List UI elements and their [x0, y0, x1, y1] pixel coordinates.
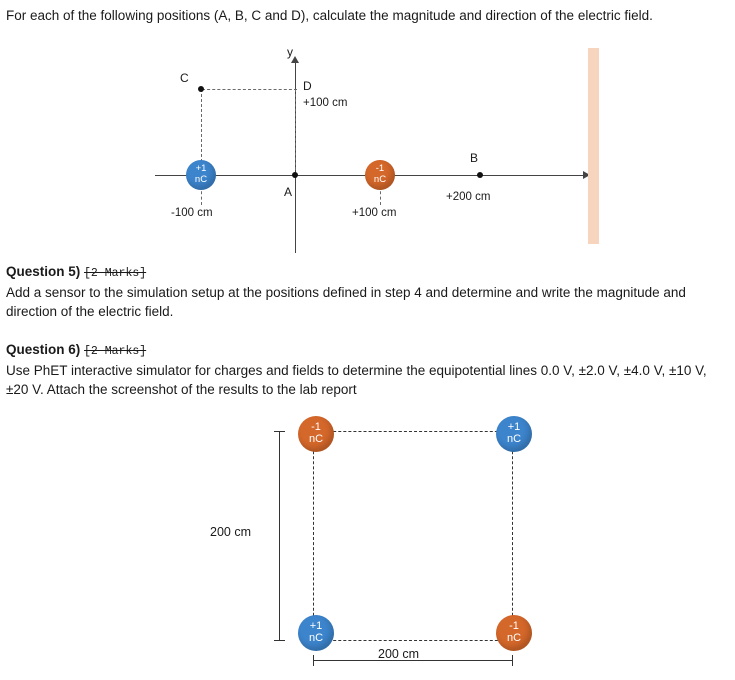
horizontal-dimension-label: 200 cm — [378, 647, 419, 661]
question-5-heading: Question 5) — [6, 264, 81, 279]
vertical-dimension-cap-top — [274, 431, 285, 432]
intro-paragraph: For each of the following positions (A, B, C and D), calculate the magnitude and direction of the electric field. — [6, 8, 653, 23]
square-charge-bottom-left-unit: nC — [308, 632, 324, 644]
square-charge-bottom-right-unit: nC — [506, 632, 522, 644]
point-a-dot — [292, 172, 298, 178]
square-charge-top-right[interactable] — [496, 416, 532, 452]
point-b-label: B — [470, 151, 479, 165]
question-5-body: Add a sensor to the simulation setup at the positions defined in step 4 and determine and write the magnitude and direction of the electric field. — [6, 284, 686, 320]
charge-right-negative-sign: -1 — [375, 163, 385, 174]
dashed-line-c-to-d — [202, 89, 297, 90]
charge-right-negative-coordinate: +100 cm — [352, 207, 397, 219]
dashed-line-d-to-a — [295, 89, 296, 175]
charge-left-positive[interactable] — [186, 160, 216, 190]
point-b-coordinate: +200 cm — [446, 191, 491, 203]
square-charge-top-left-sign: -1 — [311, 421, 321, 433]
charge-left-positive-coordinate: -100 cm — [171, 207, 213, 219]
question-6-marks: [2 Marks] — [84, 345, 147, 358]
point-d-label: D — [303, 79, 312, 93]
question-6-heading: Question 6) — [6, 342, 81, 357]
figure-electric-field-axes — [140, 45, 610, 260]
square-charge-top-left[interactable] — [298, 416, 334, 452]
question-5-heading-row — [6, 262, 732, 283]
square-charge-bottom-left[interactable] — [298, 615, 334, 651]
figure-four-charge-square — [180, 408, 600, 678]
point-c-dot — [198, 86, 204, 92]
square-charge-bottom-left-sign: +1 — [309, 620, 323, 632]
charge-right-negative[interactable] — [365, 160, 395, 190]
question-6-body: Use PhET interactive simulator for charges and fields to determine the equipotential lines 0.0 V, ±2.0 V, ±4.0 V, ±10 V, ±20 V. Attach the screenshot of the results to the lab report — [6, 362, 707, 398]
vertical-dimension-cap-bottom — [274, 640, 285, 641]
square-charge-bottom-right-sign: -1 — [509, 620, 519, 632]
square-charge-top-right-unit: nC — [506, 433, 522, 445]
square-charge-top-left-unit: nC — [308, 433, 324, 445]
vertical-dimension-label: 200 cm — [210, 525, 251, 539]
vertical-dimension-line — [279, 431, 280, 641]
question-6-block — [6, 340, 732, 400]
point-b-dot — [477, 172, 483, 178]
charge-left-positive-sign: +1 — [195, 163, 207, 174]
point-c-label: C — [180, 71, 189, 85]
question-5-block — [6, 262, 732, 322]
square-charge-top-right-sign: +1 — [507, 421, 521, 433]
point-a-label: A — [284, 185, 293, 199]
y-axis-label: y — [287, 45, 293, 59]
question-6-heading-row — [6, 340, 732, 361]
question-5-marks: [2 Marks] — [84, 267, 147, 280]
horizontal-dimension-cap-left — [313, 655, 314, 666]
page-accent-bar — [588, 48, 599, 244]
charge-right-negative-unit: nC — [373, 173, 387, 185]
charge-left-positive-unit: nC — [194, 173, 208, 185]
square-charge-bottom-right[interactable] — [496, 615, 532, 651]
horizontal-dimension-cap-right — [512, 655, 513, 666]
point-d-coordinate: +100 cm — [303, 97, 348, 109]
dashed-square-outline — [313, 431, 513, 641]
